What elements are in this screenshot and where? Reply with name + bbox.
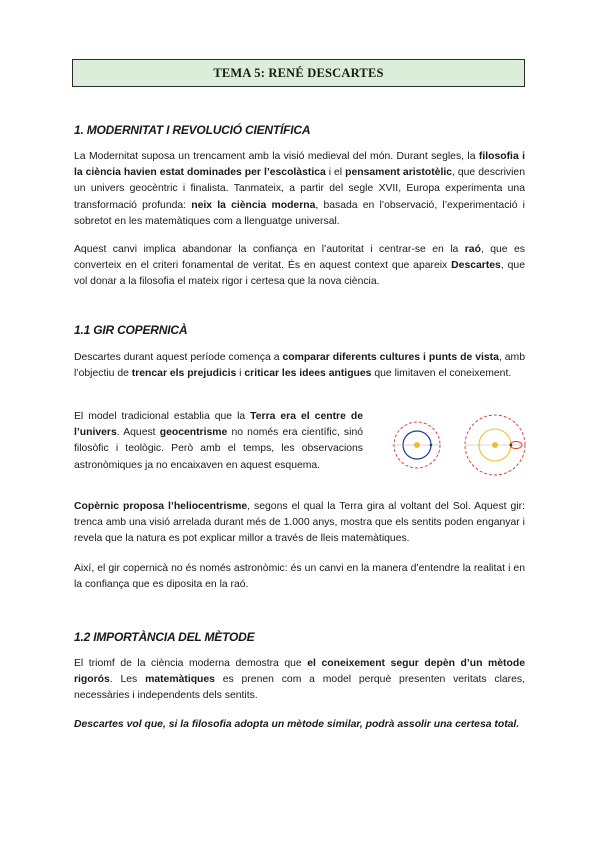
heliocentric-model (465, 415, 525, 475)
paragraph: Aquest canvi implica abandonar la confiança en l’autoritat i centrar-se en la raó, que es converteix en el criteri fonamental de veritat. És en aquest context que apareix Descartes, que vol donar a la filosofia el mateix rigor i certesa que la nova ciència. (74, 244, 525, 288)
section-heading-modernitat: 1. MODERNITAT I REVOLUCIÓ CIENTÍFICA (74, 123, 311, 137)
paragraph: Copèrnic proposa l’heliocentrisme, segons el qual la Terra gira al voltant del Sol. Aquest gir: trenca amb una visió arrelada durant més de 1.000 anys, mostra que els sentits poden enganyar i revela que la natura es pot explicar millor a través de lleis matemàtiques. (74, 501, 525, 545)
bold-text: neix la ciència moderna (191, 199, 316, 211)
bold-text: criticar les idees antigues (244, 368, 372, 380)
orbit-diagram (389, 409, 529, 479)
bold-text: trencar els prejudicis (131, 368, 237, 380)
paragraph: Així, el gir copernicà no és només astronòmic: és un canvi en la manera d’entendre la realitat i en la confiança que es diposita en la raó. (74, 563, 525, 591)
bold-text: geocentrisme (159, 427, 228, 439)
bold-text: raó (464, 244, 481, 255)
bold-text: comparar diferents cultures i punts de vista (282, 352, 499, 363)
section-heading-gir-copernica: 1.1 GIR COPERNICÀ (74, 323, 188, 337)
bold-text: Copèrnic proposa l’heliocentrisme (74, 501, 248, 512)
paragraph: El model tradicional establia que la Terra era el centre de l’univers. Aquest geocentrisme no només era científic, sinó filosòfic i teològic. Però amb el temps, les observacions astronòmiques ja no encaixaven en aquest esquema. (74, 411, 363, 471)
bold-text: filosofia i la ciència havien estat dominades per l’escolàstica (74, 151, 525, 179)
document-title: TEMA 5: RENÉ DESCARTES (72, 59, 525, 87)
paragraph: La Modernitat suposa un trencament amb la visió medieval del món. Durant segles, la filosofia i la ciència havien estat dominades per l’escolàstica i el pensament aristotèlic, que descrivien un univers geocèntric i finalista. Tanmateix, a partir del segle XVII, Europa experimenta una transformació profunda: neix la ciència moderna, basada en l’observació, l’experimentació i sobretot en les matemàtiques com a llenguatge universal. (74, 151, 525, 227)
paragraph: El triomf de la ciència moderna demostra que el coneixement segur depèn d’un mètode rigorós. Les matemàtiques es prenen com a model perquè presenten veritats clares, necessàries i independents dels sentits. (74, 658, 525, 702)
paragraph-emphasis (74, 717, 525, 733)
bold-text: Descartes vol que, si la filosofia adopta un mètode similar, podrà assolir una certesa total. (74, 719, 520, 730)
bold-text: Terra era el centre de l’univers (74, 411, 363, 439)
bold-text: el coneixement segur depèn d’un mètode rigorós (74, 658, 525, 686)
bold-text: Descartes (451, 260, 501, 272)
bold-text: pensament aristotèlic (345, 167, 453, 179)
paragraph: Descartes durant aquest període comença a comparar diferents cultures i punts de vista, amb l’objectiu de trencar els prejudicis i criticar les idees antigues que limitaven el coneixement. (74, 352, 525, 380)
bold-text: matemàtiques (145, 674, 215, 686)
geocentric-model (391, 422, 441, 468)
section-heading-metode: 1.2 IMPORTÀNCIA DEL MÈTODE (74, 630, 255, 644)
